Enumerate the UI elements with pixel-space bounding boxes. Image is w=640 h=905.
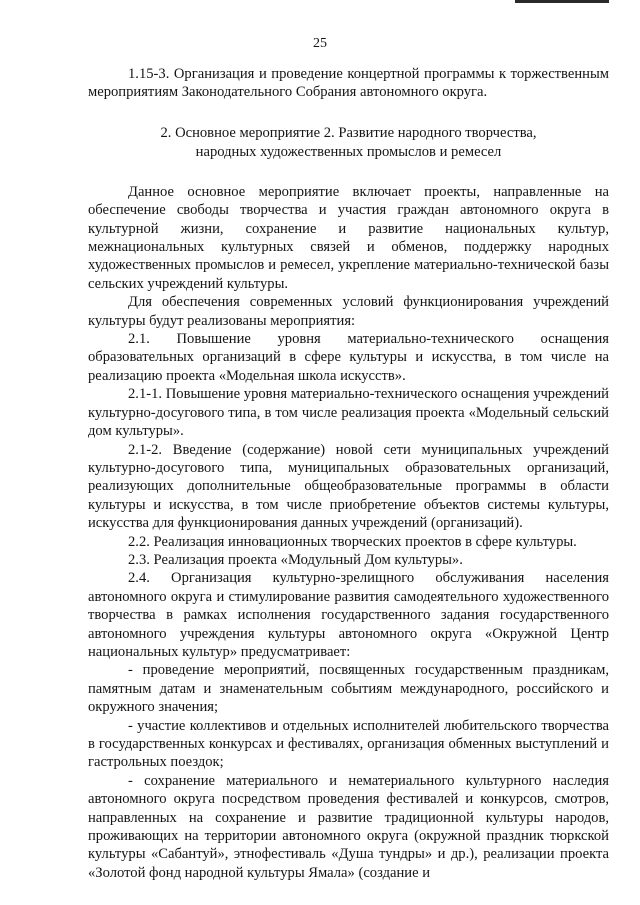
paragraph-2-3: 2.3. Реализация проекта «Модульный Дом культуры». (128, 551, 463, 568)
bullet-events: - проведение мероприятий, посвященных государственным праздникам, памятным датам и знаменательным событиям международного, российского и окружного значения; (88, 662, 609, 716)
paragraph-conditions: Для обеспечения современных условий функционирования учреждений культуры будут реализованы мероприятия: (88, 294, 609, 329)
page-number: 25 (313, 36, 327, 51)
paragraph-2-1-2: 2.1-2. Введение (содержание) новой сети муниципальных учреждений культурно-досугового типа, муниципальных образовательных организаций, реализующих дополнительные общеобразовательные программы в области культуры и искусства, в том числе приобретение объектов системы культуры, искусства для функционирования данных учреждений (организаций). (88, 441, 609, 532)
bullet-heritage: - сохранение материального и нематериального культурного наследия автономного округа посредством проведения фестивалей и конкурсов, смотров, направленных на сохранение и развитие традиционной культуры народов, проживающих на территории автономного округа (окружной праздник тюркской культуры «Сабантуй», этнофестиваль «Душа тундры» и др.), реализации проекта «Золотой фонд народной культуры Ямала» (создание и (88, 772, 609, 881)
section-heading-line-2: народных художественных промыслов и ремесел (195, 143, 502, 160)
section-heading-line-1: 2. Основное мероприятие 2. Развитие народного творчества, (160, 124, 537, 141)
paragraph-2-1: 2.1. Повышение уровня материально-технического оснащения образовательных организаций в сфере культуры и искусства, в том числе на реализацию проекта «Модельная школа искусств». (88, 331, 609, 384)
paragraph-2-1-1: 2.1-1. Повышение уровня материально-технического оснащения учреждений культурно-досугового типа, в том числе реализация проекта «Модельный сельский дом культуры». (88, 386, 609, 440)
item-1-15-3: 1.15-3. Организация и проведение концертной программы к торжественным мероприятиям Законодательного Собрания автономного округа. (88, 66, 609, 101)
top-edge-mark (515, 0, 609, 3)
section-heading (88, 124, 609, 162)
paragraph-2-2: 2.2. Реализация инновационных творческих проектов в сфере культуры. (128, 533, 577, 550)
paragraph-2-4: 2.4. Организация культурно-зрелищного обслуживания населения автономного округа и стимулирование развития самодеятельного художественного творчества в рамках исполнения государственного задания государственного автономного учреждения культуры автономного округа «Окружной Центр национальных культур» предусматривает: (88, 570, 609, 660)
document-body (88, 65, 609, 882)
bullet-participation: - участие коллективов и отдельных исполнителей любительского творчества в государственных конкурсах и фестивалях, организация обменных выступлений и гастрольных поездок; (88, 717, 609, 771)
paragraph-intro: Данное основное мероприятие включает проекты, направленные на обеспечение свободы творчества и участия граждан автономного округа в культурной жизни, сохранение и развитие национальных культур, межнациональных культурных связей и обменов, поддержку народных художественных промыслов и ремесел, укрепление материально-технической базы сельских учреждений культуры. (88, 183, 609, 292)
